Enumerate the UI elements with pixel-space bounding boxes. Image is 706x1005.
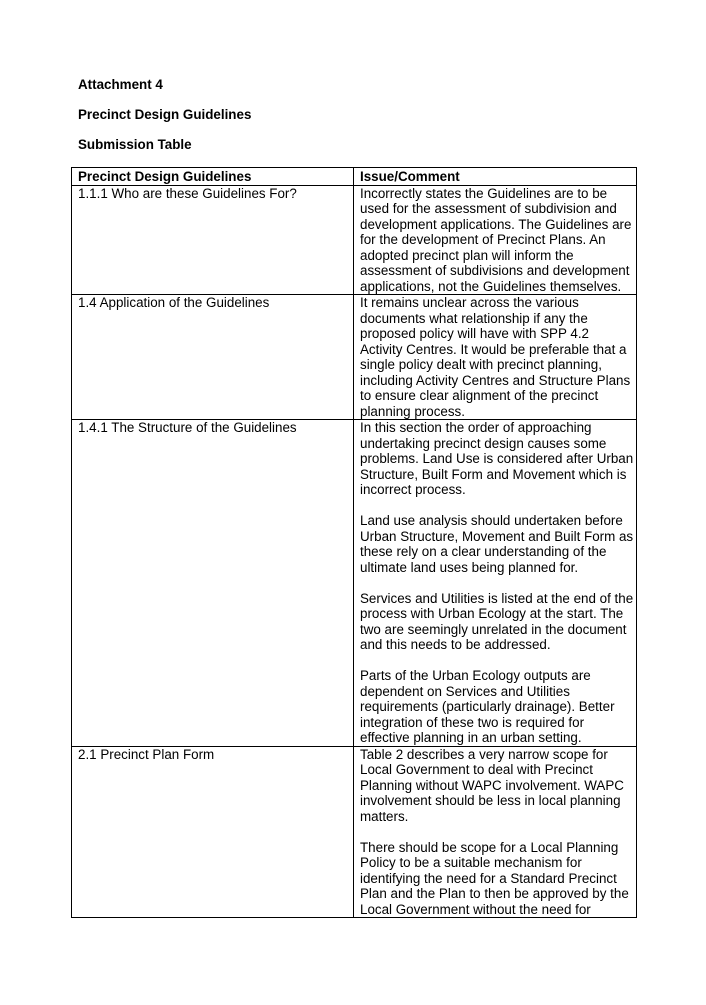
comment-cell <box>354 746 637 918</box>
comment-paragraph: Land use analysis should undertaken before Urban Structure, Movement and Built Form as these rely on a clear understanding of the ultimate land uses being planned for. <box>360 513 634 575</box>
table-row <box>72 295 637 420</box>
comment-paragraph: Parts of the Urban Ecology outputs are dependent on Services and Utilities requirements (particularly drainage). Better integration of these two is required for effective planning in an urban setting. <box>360 668 615 745</box>
comment-paragraph: Services and Utilities is listed at the end of the process with Urban Ecology at the start. The two are seemingly unrelated in the document and this needs to be addressed. <box>360 590 634 652</box>
section-cell: 2.1 Precinct Plan Form <box>72 746 354 918</box>
comment-paragraph: In this section the order of approaching undertaking precinct design causes some problems. Land Use is considered after Urban Structure, Built Form and Movement which is incorrect process. <box>360 420 634 497</box>
table-row <box>72 420 637 747</box>
section-cell: 1.1.1 Who are these Guidelines For? <box>72 185 354 295</box>
comment-paragraph: Table 2 describes a very narrow scope for Local Government to deal with Precinct Planning without WAPC involvement. WAPC involvement should be less in local planning matters. <box>360 746 624 824</box>
comment-cell <box>354 420 637 747</box>
section-cell: 1.4 Application of the Guidelines <box>72 295 354 420</box>
comment-paragraph: Incorrectly states the Guidelines are to be used for the assessment of subdivision and development applications. The Guidelines are for the development of Precinct Plans. An adopted precinct plan will inform the assessment of subdivisions and development applications, not the Guidelines themselves. <box>360 185 632 294</box>
table-caption: Submission Table <box>78 137 192 152</box>
table-header-row <box>72 168 637 186</box>
comment-cell <box>354 185 637 295</box>
table-row <box>72 746 637 918</box>
column-header-guidelines: Precinct Design Guidelines <box>72 168 354 186</box>
submission-table <box>71 167 637 918</box>
comment-paragraph: It remains unclear across the various documents what relationship if any the proposed policy will have with SPP 4.2 Activity Centres. It would be preferable that a single policy dealt with precinct planning, including Activity Centres and Structure Plans to ensure clear alignment of the precinct planning process. <box>360 295 631 419</box>
comment-paragraph: There should be scope for a Local Planning Policy to be a suitable mechanism for identifying the need for a Standard Precinct Plan and the Plan to then be approved by the Local Government without the need for <box>360 839 629 917</box>
section-cell: 1.4.1 The Structure of the Guidelines <box>72 420 354 747</box>
attachment-label: Attachment 4 <box>78 77 163 92</box>
comment-cell <box>354 295 637 420</box>
column-header-comment: Issue/Comment <box>354 168 637 186</box>
document-title: Precinct Design Guidelines <box>78 107 252 122</box>
table-row <box>72 185 637 295</box>
